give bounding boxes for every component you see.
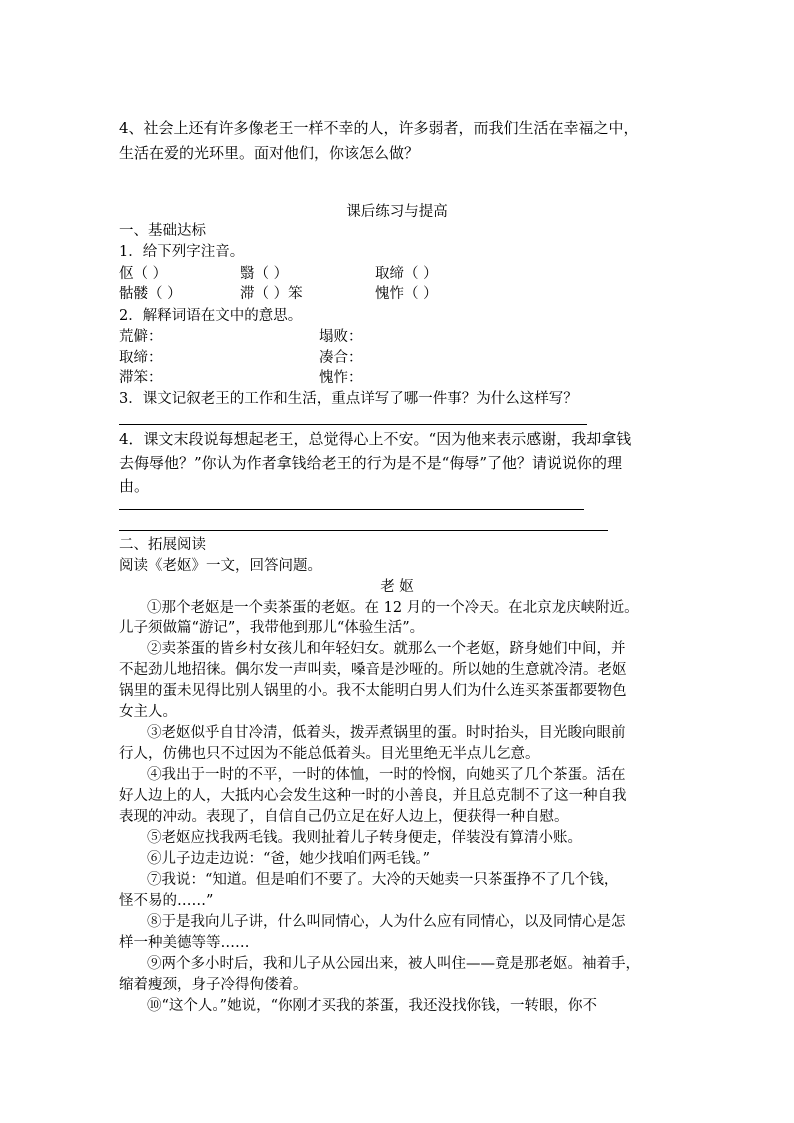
question-4-line-2: 生活在爱的光环里。面对他们，你该怎么做？: [119, 144, 420, 162]
paragraph-line: ⑧于是我向儿子讲，什么叫同情心，人为什么应有同情心，以及同情心是怎: [147, 914, 626, 930]
paragraph-line: ④我出于一时的不平，一时的体恤，一时的怜悯，向她买了几个茶蛋。活在: [147, 767, 626, 783]
paragraph-line: ①那个老妪是一个卖茶蛋的老妪。在 12 月的一个冷天。在北京龙庆峡附近。: [147, 600, 639, 616]
paragraph-line: ⑩“这个人。”她说，“你刚才买我的茶蛋，我还没找你钱，一转眼，你不: [147, 998, 597, 1014]
answer-line: [119, 509, 584, 510]
paragraph-line: ⑦我说：“知道。但是咱们不要了。大冷的天她卖一只茶蛋挣不了几个钱，: [147, 872, 619, 888]
paragraph-line: 锅里的蛋未见得比别人锅里的小。我不太能明白男人们为什么连买茶蛋都要物色: [119, 683, 627, 699]
term-label: 滞笨：: [119, 370, 163, 386]
paragraph-line: 样一种美德等等……: [119, 935, 250, 951]
paragraph-line: 不起劲儿地招徕。偶尔发一声叫卖，嗓音是沙哑的。所以她的生意就冷清。老妪: [119, 662, 627, 678]
article-title: 老 妪: [380, 579, 414, 595]
paragraph-line: 行人，仿佛也只不过因为不能总低着头。目光里绝无半点儿乞意。: [119, 746, 540, 762]
term-label: 荒僻：: [119, 329, 163, 345]
paragraph-line: 缩着瘦颈，身子冷得佝偻着。: [119, 977, 308, 993]
part1-heading: 一、基础达标: [119, 223, 206, 239]
q2-prompt: 2．解释词语在文中的意思。: [119, 308, 303, 324]
reading-intro: 阅读《老妪》一文，回答问题。: [119, 558, 322, 574]
q1-prompt: 1．给下列字注音。: [119, 244, 245, 260]
paragraph-line: ⑥儿子边走边说：“爸，她少找咱们两毛钱。”: [147, 851, 431, 867]
pinyin-item: 骷髅（ ）: [119, 286, 182, 302]
q4-line-3: 由。: [119, 477, 150, 495]
paragraph-line: ③老妪似乎自甘冷清，低着头，拨弄煮锅里的蛋。时时抬头，目光睃向眼前: [147, 725, 626, 741]
answer-line: [119, 530, 608, 531]
term-label: 取缔：: [119, 350, 163, 366]
paragraph-line: ②卖茶蛋的皆乡村女孩儿和年轻妇女。就那么一个老妪，跻身她们中间，并: [147, 641, 626, 657]
pinyin-item: 翳（ ）: [240, 266, 289, 282]
paragraph-line: 好人边上的人，大抵内心会发生这种一时的小善良，并且总克制不了这一种自我: [119, 788, 627, 804]
pinyin-item: 滞（ ）笨: [240, 286, 303, 302]
term-label: 愧怍：: [319, 370, 363, 386]
paragraph-line: 女主人。: [119, 704, 177, 720]
question-4-line-1: 4、社会上还有许多像老王一样不幸的人，许多弱者，而我们生活在幸福之中，: [119, 119, 639, 137]
part2-heading: 二、拓展阅读: [119, 537, 206, 553]
paragraph-line: 怪不易的……”: [119, 893, 214, 909]
section-title: 课后练习与提高: [346, 204, 448, 220]
answer-line: [119, 424, 587, 425]
q4-line-1: 4．课文末段说每想起老王，总觉得心上不安。“因为他来表示感谢，我却拿钱: [119, 430, 632, 448]
paragraph-line: 表现的冲动。表现了，自信自己仍立足在好人边上，便获得一种自慰。: [119, 809, 569, 825]
paragraph-line: ⑨两个多小时后，我和儿子从公园出来，被人叫住——竟是那老妪。袖着手，: [147, 956, 640, 972]
pinyin-item: 愧怍（ ）: [375, 286, 438, 302]
term-label: 凑合：: [319, 350, 363, 366]
q3-prompt: 3．课文记叙老王的工作和生活，重点详写了哪一件事？为什么这样写？: [119, 391, 578, 407]
pinyin-item: 取缔（ ）: [375, 266, 438, 282]
term-label: 塌败：: [319, 329, 363, 345]
paragraph-line: ⑤老妪应找我两毛钱。我则扯着儿子转身便走，佯装没有算清小账。: [147, 830, 582, 846]
paragraph-line: 儿子须做篇“游记”，我带他到那儿“体验生活”。: [119, 620, 425, 636]
q4-line-2: 去侮辱他？”你认为作者拿钱给老王的行为是不是“侮辱”了他？请说说你的理: [119, 454, 623, 472]
pinyin-item: 伛（ ）: [119, 266, 168, 282]
